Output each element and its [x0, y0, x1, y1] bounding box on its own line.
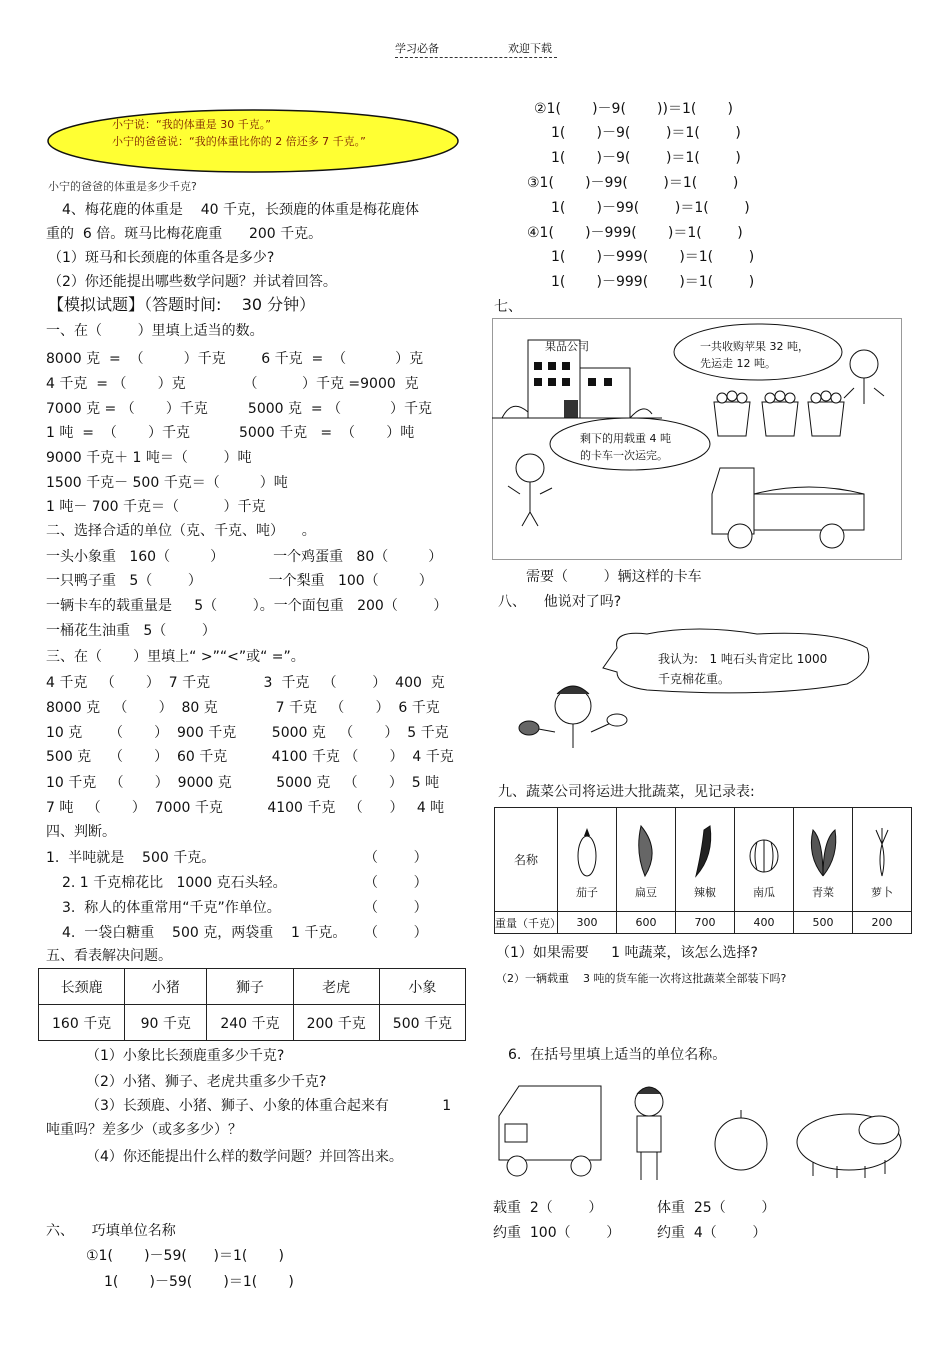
animal-weight-table: [38, 968, 466, 1041]
sec9-question-2: （2）一辆载重 3 吨的货车能一次将这批蔬菜全部装下吗?: [496, 972, 787, 985]
veg-weight: 200: [853, 912, 912, 934]
sec9-question-1: （1）如果需要 1 吨蔬菜，该怎么选择?: [496, 945, 758, 961]
sec5-question: （1）小象比长颈鹿重多少千克?: [86, 1048, 285, 1064]
veg-name: 茄子: [576, 885, 598, 899]
veg-cell: [794, 808, 853, 912]
sec10-title: 6. 在括号里填上适当的单位名称。: [508, 1047, 727, 1063]
greens-icon: [806, 820, 840, 880]
header-divider: [395, 57, 557, 58]
bubble-line-1: 小宁说：“我的体重是 30 千克。”: [112, 118, 271, 131]
sec3-row: 10 千克 （ ） 9000 克 5000 克 （ ） 5 吨: [46, 775, 440, 791]
table-cell: 240 千克: [207, 1005, 293, 1041]
sec2-row: 一头小象重 160（ ） 一个鸡蛋重 80（ ）: [46, 549, 443, 565]
sec4-answer-blank[interactable]: （ ）: [364, 875, 428, 891]
sec2-row: 一辆卡车的载重量是 5（ ）。一个面包重 200（ ）: [46, 598, 448, 614]
table-cell: 160 千克: [39, 1005, 125, 1041]
page-header: [395, 40, 557, 56]
sec5-question: （3）长颈鹿、小猪、狮子、小象的体重合起来有 1: [86, 1098, 452, 1114]
sec1-row: 9000 千克＋ 1 吨＝（ ）吨: [46, 450, 252, 466]
sec8-speech-line-2: 千克棉花重。: [658, 672, 731, 686]
table-header: 长颈鹿: [39, 969, 125, 1005]
sec6-row: ①1( )－59( )＝1( ): [86, 1248, 284, 1264]
sec2-row: 一只鸭子重 5（ ） 一个梨重 100（ ）: [46, 573, 433, 589]
header-right: 欢迎下载: [508, 42, 552, 55]
sec6-title: 六、 巧填单位名称: [46, 1223, 176, 1239]
veg-cell: [735, 808, 794, 912]
sec6-row: 1( )－99( )＝1( ): [551, 200, 750, 216]
vegetable-table: [494, 807, 912, 934]
q4-line-4: （2）你还能提出哪些数学问题？并试着回答。: [48, 274, 337, 290]
sec10-answer-a: 载重 2（ ）: [493, 1200, 603, 1216]
sec10-answer-b: 体重 25（ ）: [657, 1200, 776, 1216]
veg-name: 萝卜: [871, 885, 893, 899]
veg-weight: 500: [794, 912, 853, 934]
table-cell: 90 千克: [125, 1005, 207, 1041]
sec6-row: ③1( )－99( )＝1( ): [527, 175, 739, 191]
sec1-title: 一、在（ ）里填上适当的数。: [46, 323, 264, 339]
sec1-row: 4 千克 = （ ）克 （ ）千克 =9000 克: [46, 376, 419, 392]
sec4-item: 1. 半吨就是 500 千克。: [46, 850, 216, 866]
pepper-icon: [690, 820, 720, 880]
sec2-title: 二、选择合适的单位（克、千克、吨） 。: [46, 523, 316, 539]
sec6-row: 1( )－59( )＝1( ): [104, 1274, 294, 1290]
mock-exam-title: 【模拟试题】（答题时间: 30 分钟）: [48, 295, 316, 314]
sec2-row: 一桶花生油重 5（ ）: [46, 623, 216, 639]
table-header: 小猪: [125, 969, 207, 1005]
unit-pictures: [493, 1080, 913, 1188]
veg-weight: 300: [558, 912, 617, 934]
sec6-row: ④1( )－999( )＝1( ): [527, 225, 743, 241]
sec3-row: 500 克 （ ） 60 千克 4100 千克 （ ） 4 千克: [46, 749, 454, 765]
sec1-row: 1 吨 = （ ）千克 5000 千克 = （ ）吨: [46, 425, 415, 441]
sec1-row: 7000 克 = （ ）千克 5000 克 = （ ）千克: [46, 401, 433, 417]
sec6-row: 1( )－999( )＝1( ): [551, 274, 755, 290]
veg-weight: 400: [735, 912, 794, 934]
sec5-question: （4）你还能提出什么样的数学问题？并回答出来。: [86, 1149, 403, 1165]
sec7-speech-1-line-1: 一共收购苹果 32 吨，: [700, 340, 809, 353]
sec7-speech-2-line-1: 剩下的用载重 4 吨: [580, 432, 671, 445]
q4-line-3: （1）斑马和长颈鹿的体重各是多少?: [48, 250, 275, 266]
sec5-question: 吨重吗？差多少（或多多少）？: [46, 1122, 242, 1138]
veg-cell: [853, 808, 912, 912]
veg-weight: 600: [617, 912, 676, 934]
table-cell: 500 千克: [379, 1005, 465, 1041]
bean-icon: [631, 820, 661, 880]
truck-icon: [499, 1086, 601, 1176]
sec7-speech-2-line-2: 的卡车一次运完。: [580, 449, 668, 462]
sec4-item: 3. 称人的体重常用“千克”作单位。: [62, 900, 281, 916]
header-left: 学习必备: [395, 42, 439, 55]
q4-line-1: 4、梅花鹿的体重是 40 千克，长颈鹿的体重是梅花鹿体: [62, 202, 419, 218]
table-header: 老虎: [293, 969, 379, 1005]
sec8-title: 八、 他说对了吗?: [498, 594, 622, 610]
sec1-row: 8000 克 = （ ）千克 6 千克 = （ ）克: [46, 351, 424, 367]
radish-icon: [867, 820, 897, 880]
boy-icon: [635, 1087, 663, 1180]
sec4-item: 4. 一袋白糖重 500 克，两袋重 1 千克。: [62, 925, 347, 941]
sec10-answer-c: 约重 100（ ）: [493, 1225, 621, 1241]
hippo-icon: [797, 1114, 901, 1178]
sec3-row: 10 克 （ ） 900 千克 5000 克 （ ） 5 千克: [46, 725, 449, 741]
sec3-row: 7 吨 （ ） 7000 千克 4100 千克 （ ） 4 吨: [46, 800, 445, 816]
pumpkin-icon: [747, 820, 781, 880]
sec1-row: 1 吨－ 700 千克＝（ ）千克: [46, 499, 266, 515]
boy-speech-illustration: [505, 628, 885, 748]
sec3-row: 8000 克 （ ） 80 克 7 千克 （ ） 6 千克: [46, 700, 440, 716]
sec3-row: 4 千克 （ ） 7 千克 3 千克 （ ） 400 克: [46, 675, 445, 691]
sec4-answer-blank[interactable]: （ ）: [364, 850, 428, 866]
veg-weight: 700: [676, 912, 735, 934]
bubble-line-2: 小宁的爸爸说：“我的体重比你的 2 倍还多 7 千克。”: [112, 135, 366, 148]
sec1-row: 1500 千克－ 500 千克＝（ ）吨: [46, 475, 288, 491]
sec7-title: 七、: [494, 299, 522, 315]
sec6-row: 1( )－999( )＝1( ): [551, 249, 755, 265]
sec6-row: ②1( )－9( ))＝1( ): [534, 101, 733, 117]
sec7-question: 需要（ ）辆这样的卡车: [526, 569, 702, 585]
sec7-speech-1-line-2: 先运走 12 吨。: [700, 357, 776, 370]
sec4-answer-blank[interactable]: （ ）: [364, 900, 428, 916]
sec6-row: 1( )－9( )＝1( ): [551, 150, 741, 166]
sec8-speech-line-1: 我认为: 1 吨石头肯定比 1000: [658, 652, 828, 666]
veg-name: 扁豆: [635, 885, 657, 899]
table-header: 小象: [379, 969, 465, 1005]
company-sign: 果品公司: [545, 340, 589, 353]
sec4-title: 四、判断。: [46, 824, 116, 840]
row-label-weight: 重量（千克）: [495, 912, 558, 934]
veg-name: 青菜: [812, 885, 834, 899]
row-label-name: 名称: [495, 808, 558, 912]
apple-icon: [715, 1110, 767, 1170]
sec5-title: 五、看表解决问题。: [46, 948, 172, 964]
veg-name: 辣椒: [694, 885, 716, 899]
sec10-answer-d: 约重 4（ ）: [657, 1225, 767, 1241]
table-cell: 200 千克: [293, 1005, 379, 1041]
q4-line-2: 重的 6 倍。斑马比梅花鹿重 200 千克。: [46, 226, 323, 242]
sec6-row: 1( )－9( )＝1( ): [551, 125, 741, 141]
veg-cell: [676, 808, 735, 912]
sec4-answer-blank[interactable]: （ ）: [364, 925, 428, 941]
veg-cell: [617, 808, 676, 912]
eggplant-icon: [572, 820, 602, 880]
veg-cell: [558, 808, 617, 912]
veg-name: 南瓜: [753, 885, 775, 899]
table-header: 狮子: [207, 969, 293, 1005]
sec4-item: 2. 1 千克棉花比 1000 克石头轻。: [62, 875, 287, 891]
sec5-question: （2）小猪、狮子、老虎共重多少千克?: [86, 1074, 327, 1090]
sec9-title: 九、蔬菜公司将运进大批蔬菜，见记录表:: [498, 784, 755, 800]
sec3-title: 三、在（ ）里填上“ >”“<”或“ =”。: [46, 649, 305, 665]
bubble-question: 小宁的爸爸的体重是多少千克?: [48, 180, 197, 193]
